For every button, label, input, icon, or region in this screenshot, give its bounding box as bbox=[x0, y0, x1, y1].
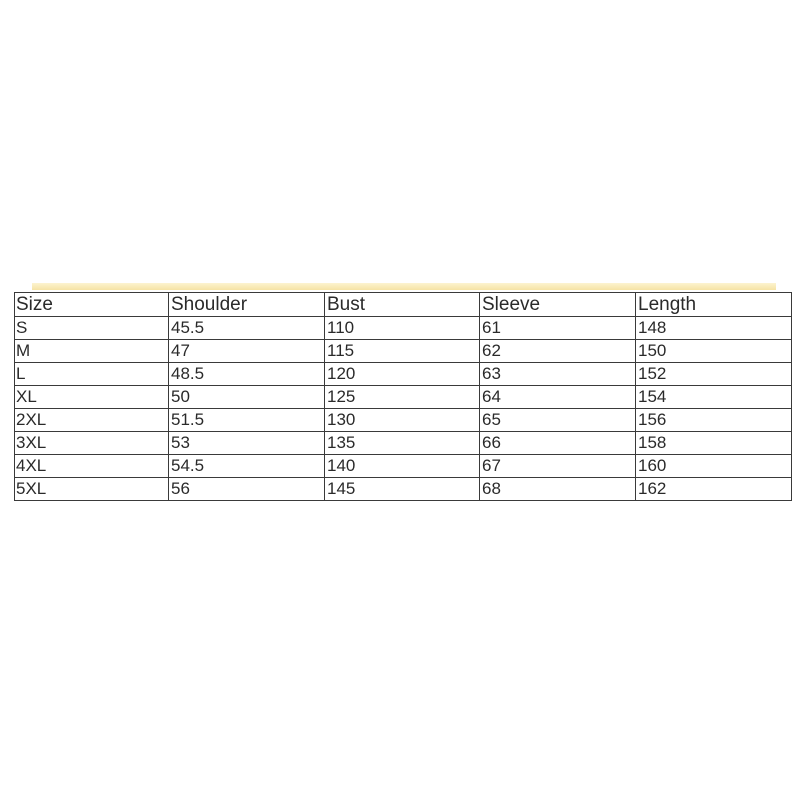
cell-size: M bbox=[15, 340, 169, 363]
table-row bbox=[15, 317, 792, 340]
cell-length: 154 bbox=[636, 386, 792, 409]
cell-bust: 115 bbox=[325, 340, 480, 363]
cell-sleeve: 64 bbox=[480, 386, 636, 409]
cell-shoulder: 53 bbox=[169, 432, 325, 455]
header-size: Size bbox=[15, 293, 169, 317]
header-bust: Bust bbox=[325, 293, 480, 317]
cell-length: 160 bbox=[636, 455, 792, 478]
table-row bbox=[15, 478, 792, 501]
cell-sleeve: 63 bbox=[480, 363, 636, 386]
cell-shoulder: 48.5 bbox=[169, 363, 325, 386]
table-row bbox=[15, 386, 792, 409]
cell-sleeve: 61 bbox=[480, 317, 636, 340]
header-row bbox=[15, 293, 792, 317]
cell-sleeve: 68 bbox=[480, 478, 636, 501]
table-row bbox=[15, 432, 792, 455]
table-row bbox=[15, 409, 792, 432]
cell-shoulder: 47 bbox=[169, 340, 325, 363]
cell-bust: 120 bbox=[325, 363, 480, 386]
accent-divider bbox=[32, 283, 776, 290]
cell-length: 150 bbox=[636, 340, 792, 363]
cell-bust: 125 bbox=[325, 386, 480, 409]
cell-sleeve: 66 bbox=[480, 432, 636, 455]
cell-size: 2XL bbox=[15, 409, 169, 432]
table-row bbox=[15, 455, 792, 478]
cell-shoulder: 50 bbox=[169, 386, 325, 409]
cell-length: 158 bbox=[636, 432, 792, 455]
cell-length: 148 bbox=[636, 317, 792, 340]
cell-sleeve: 67 bbox=[480, 455, 636, 478]
cell-size: S bbox=[15, 317, 169, 340]
header-length: Length bbox=[636, 293, 792, 317]
cell-size: 3XL bbox=[15, 432, 169, 455]
header-sleeve: Sleeve bbox=[480, 293, 636, 317]
cell-size: 5XL bbox=[15, 478, 169, 501]
cell-sleeve: 62 bbox=[480, 340, 636, 363]
cell-size: L bbox=[15, 363, 169, 386]
header-shoulder: Shoulder bbox=[169, 293, 325, 317]
cell-shoulder: 51.5 bbox=[169, 409, 325, 432]
cell-shoulder: 56 bbox=[169, 478, 325, 501]
cell-sleeve: 65 bbox=[480, 409, 636, 432]
cell-length: 162 bbox=[636, 478, 792, 501]
cell-bust: 145 bbox=[325, 478, 480, 501]
cell-size: XL bbox=[15, 386, 169, 409]
cell-bust: 130 bbox=[325, 409, 480, 432]
size-chart-table bbox=[14, 292, 792, 501]
cell-bust: 135 bbox=[325, 432, 480, 455]
cell-shoulder: 54.5 bbox=[169, 455, 325, 478]
table-row bbox=[15, 363, 792, 386]
cell-length: 156 bbox=[636, 409, 792, 432]
cell-bust: 140 bbox=[325, 455, 480, 478]
cell-size: 4XL bbox=[15, 455, 169, 478]
cell-shoulder: 45.5 bbox=[169, 317, 325, 340]
cell-length: 152 bbox=[636, 363, 792, 386]
cell-bust: 110 bbox=[325, 317, 480, 340]
table-row bbox=[15, 340, 792, 363]
